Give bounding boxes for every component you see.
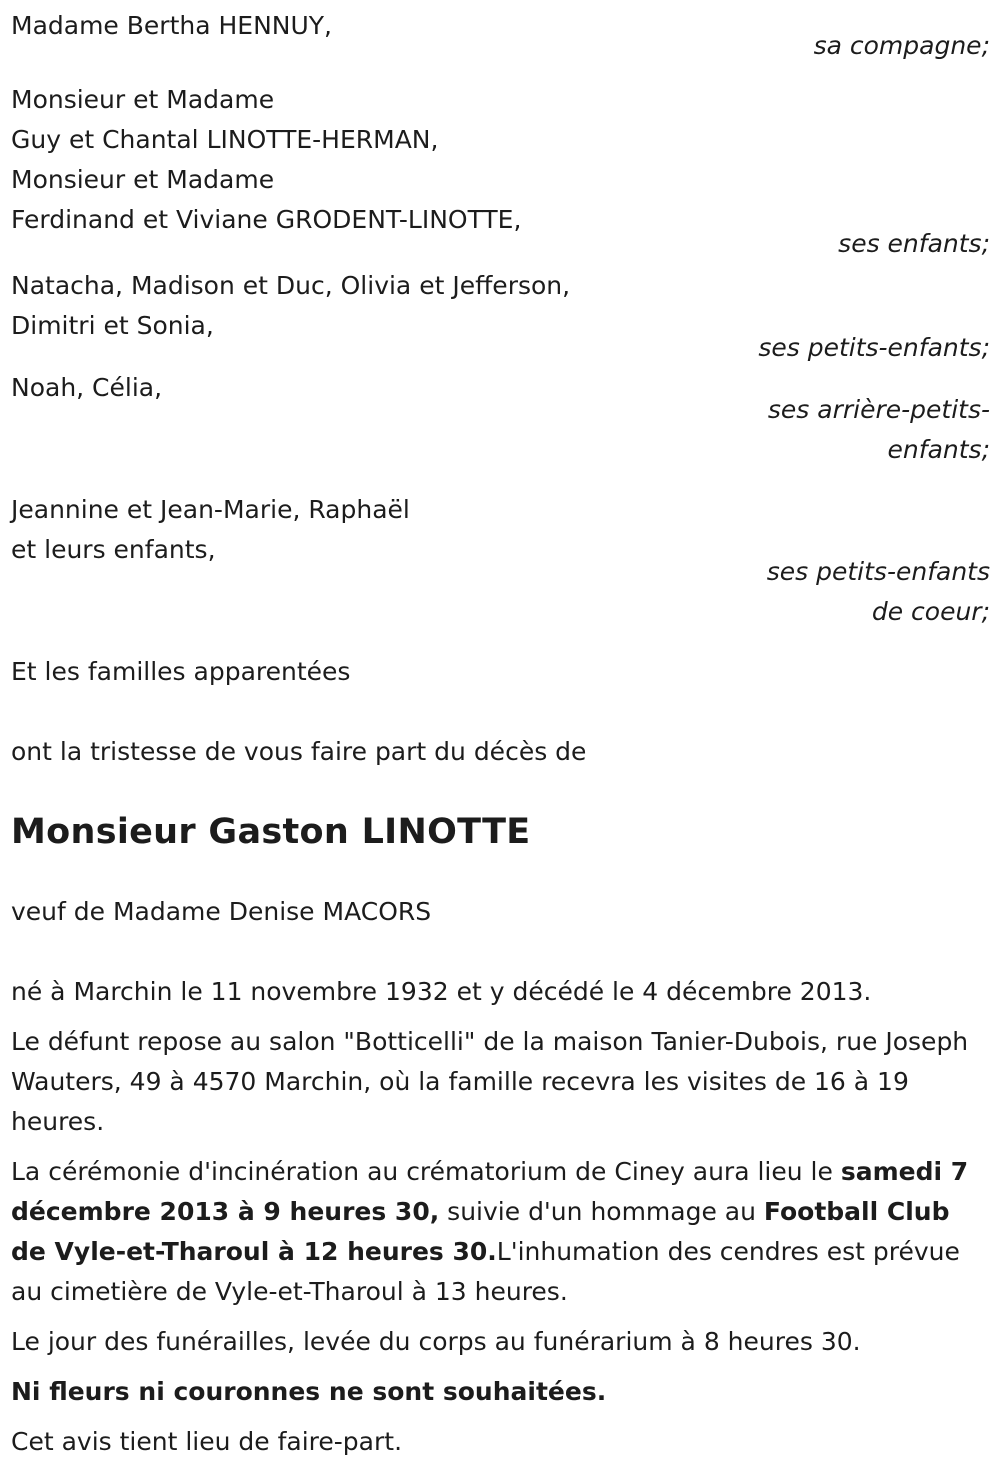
widower-line: veuf de Madame Denise MACORS (11, 897, 432, 926)
relation-label: enfants; (887, 435, 990, 464)
relation-label: ses arrière-petits- (767, 395, 990, 424)
relation-label: ses petits-enfants (766, 557, 990, 586)
family-group-great-grandchildren (11, 368, 990, 470)
family-line: Guy et Chantal LINOTTE-HERMAN, (11, 125, 439, 154)
family-group-children (11, 80, 990, 264)
ceremony-date: samedi 7 décembre 2013 à 9 heures 30, (11, 1157, 969, 1226)
ceremony-end: L'inhumation des cendres est prévue au cimetière de Vyle-et-Tharoul à 13 heures. (11, 1237, 960, 1306)
repose-text: Le défunt repose au salon "Botticelli" de la maison Tanier-Dubois, rue Joseph Wauters, 49 à 4570 Marchin, où la famille recevra les visites de 16 à 19 heures. (11, 1027, 969, 1136)
announcement-text: ont la tristesse de vous faire part du décès de (11, 737, 587, 766)
closing-text: Cet avis tient lieu de faire-part. (11, 1427, 403, 1456)
family-line: Jeannine et Jean-Marie, Raphaël (11, 495, 410, 524)
flowers-text: Ni fleurs ni couronnes ne sont souhaitées. (11, 1377, 607, 1406)
birth-death-text: né à Marchin le 11 novembre 1932 et y décédé le 4 décembre 2013. (11, 977, 872, 1006)
relation-label: sa compagne; (813, 31, 990, 60)
family-group-heart-grandchildren (11, 490, 990, 632)
ceremony-text (11, 1152, 990, 1312)
family-line: Dimitri et Sonia, (11, 311, 214, 340)
family-line: Madame Bertha HENNUY, (11, 11, 332, 40)
families-line: Et les familles apparentées (11, 657, 351, 686)
family-line: Noah, Célia, (11, 373, 163, 402)
family-line: Natacha, Madison et Duc, Olivia et Jefferson, (11, 271, 571, 300)
ceremony-club: Football Club de Vyle-et-Tharoul à 12 heures 30. (11, 1197, 950, 1266)
levee-text: Le jour des funérailles, levée du corps au funérarium à 8 heures 30. (11, 1327, 861, 1356)
ceremony-intro: La cérémonie d'incinération au crématorium de Ciney aura lieu le (11, 1157, 841, 1186)
family-line: Ferdinand et Viviane GRODENT-LINOTTE, (11, 205, 522, 234)
deceased-name: Monsieur Gaston LINOTTE (11, 812, 531, 852)
relation-label: ses petits-enfants; (758, 333, 990, 362)
family-line: Monsieur et Madame (11, 165, 275, 194)
family-group-companion (11, 6, 990, 66)
ceremony-mid: suivie d'un hommage au (439, 1197, 764, 1226)
relation-label: de coeur; (871, 597, 990, 626)
family-line: Monsieur et Madame (11, 85, 275, 114)
family-line: et leurs enfants, (11, 535, 216, 564)
relation-label: ses enfants; (838, 229, 990, 258)
family-group-grandchildren (11, 266, 990, 368)
